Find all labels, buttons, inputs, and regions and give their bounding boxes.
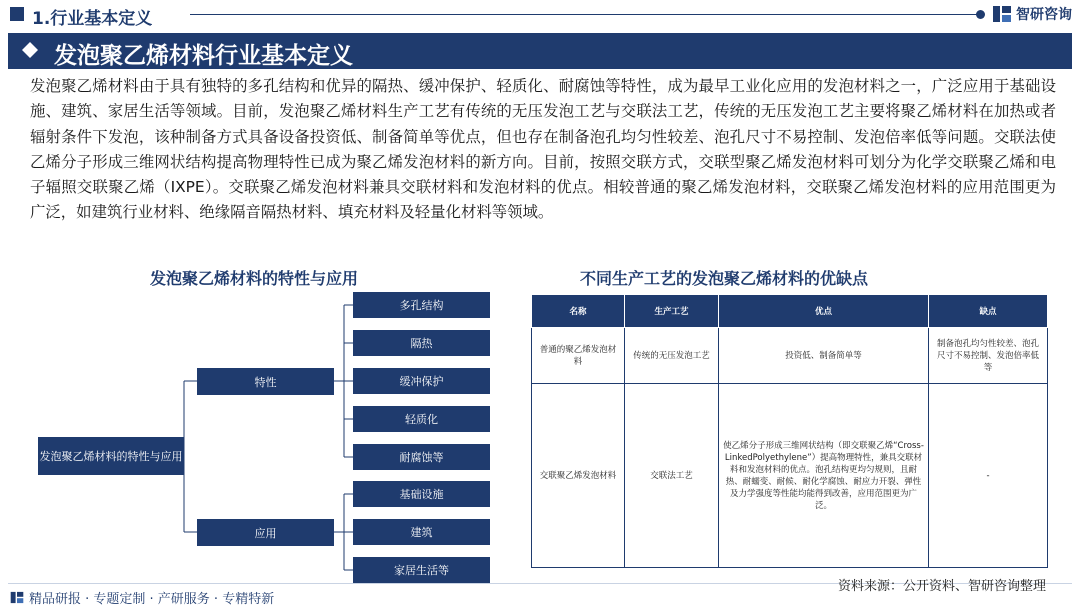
source-note: 资料来源：公开资料、智研咨询整理 — [838, 579, 1047, 594]
table-cell: 投资低、制备简单等 — [719, 328, 929, 384]
comparison-table — [531, 294, 1048, 568]
table-cell: 普通的聚乙烯发泡材料 — [532, 328, 625, 384]
tree-leaf: 隔热 — [353, 330, 490, 356]
footer-tagline — [10, 588, 274, 607]
table-title: 不同生产工艺的发泡聚乙烯材料的优缺点 — [580, 269, 869, 288]
section-title: 1.行业基本定义 — [32, 9, 153, 29]
brand-small-icon — [10, 591, 24, 604]
column-header: 缺点 — [929, 295, 1048, 328]
table-cell: 交联聚乙烯发泡材料 — [532, 384, 625, 568]
column-header: 名称 — [532, 295, 625, 328]
tree-leaf: 耐腐蚀等 — [353, 444, 490, 470]
tree-leaf: 多孔结构 — [353, 292, 490, 318]
footer-tagline-text: 精品研报 · 专题定制 · 产研服务 · 专精特新 — [29, 592, 275, 607]
table-row — [532, 328, 1048, 384]
page-title: 发泡聚乙烯材料行业基本定义 — [54, 43, 353, 69]
tree-branch-properties: 特性 — [197, 368, 334, 395]
tree-leaf: 建筑 — [353, 519, 490, 545]
intro-paragraph: 发泡聚乙烯材料由于具有独特的多孔结构和优异的隔热、缓冲保护、轻质化、耐腐蚀等特性，成为最早工业化应用的发泡材料之一，广泛应用于基础设施、建筑、家居生活等领域。目前，发泡聚乙烯材料生产工艺有传统的无压发泡工艺与交联法工艺，传统的无压发泡工艺主要将聚乙烯材料在加热或者辐射条件下发泡，该种制备方式具备设备投资低、制备简单等优点，但也存在制备泡孔均匀性较差、泡孔尺寸不易控制、发泡倍率低等问题。交联法使乙烯分子形成三维网状结构提高物理特性已成为聚乙烯发泡材料的新方向。目前，按照交联方式，交联型聚乙烯发泡材料可划分为化学交联聚乙烯和电子辐照交联聚乙烯（IXPE）。交联聚乙烯发泡材料兼具交联材料和发泡材料的优点。相较普通的聚乙烯发泡材料，交联聚乙烯发泡材料的应用范围更为广泛，如建筑行业材料、绝缘隔音隔热材料、填充材料及轻量化材料等领域。 — [30, 77, 1056, 222]
tree-leaf: 缓冲保护 — [353, 368, 490, 394]
tree-branch-applications: 应用 — [197, 519, 334, 546]
column-header: 优点 — [719, 295, 929, 328]
table-cell: 制备泡孔均匀性较差、泡孔尺寸不易控制、发泡倍率低等 — [929, 328, 1048, 384]
table-cell: 使乙烯分子形成三维网状结构（即交联聚乙烯“Cross-LinkedPolyethylene”）提高物理特性，兼具交联材料和发泡材料的优点。泡孔结构更均匀规则，且耐热、耐蠕变、耐候、耐化学腐蚀、耐应力开裂、弹性及力学强度等性能均能得到改善，应用范围更为广泛。 — [719, 384, 929, 568]
column-header: 生产工艺 — [625, 295, 719, 328]
tree-leaf: 轻质化 — [353, 406, 490, 432]
tree-title: 发泡聚乙烯材料的特性与应用 — [150, 269, 359, 288]
table-cell: 传统的无压发泡工艺 — [625, 328, 719, 384]
tree-root: 发泡聚乙烯材料的特性与应用 — [38, 437, 184, 475]
table-cell: - — [929, 384, 1048, 568]
tree-leaf: 家居生活等 — [353, 557, 490, 583]
table-cell: 交联法工艺 — [625, 384, 719, 568]
tree-leaf: 基础设施 — [353, 481, 490, 507]
brand-name: 智研咨询 — [1016, 7, 1072, 23]
table-row — [532, 384, 1048, 568]
table-header-row — [532, 295, 1048, 328]
